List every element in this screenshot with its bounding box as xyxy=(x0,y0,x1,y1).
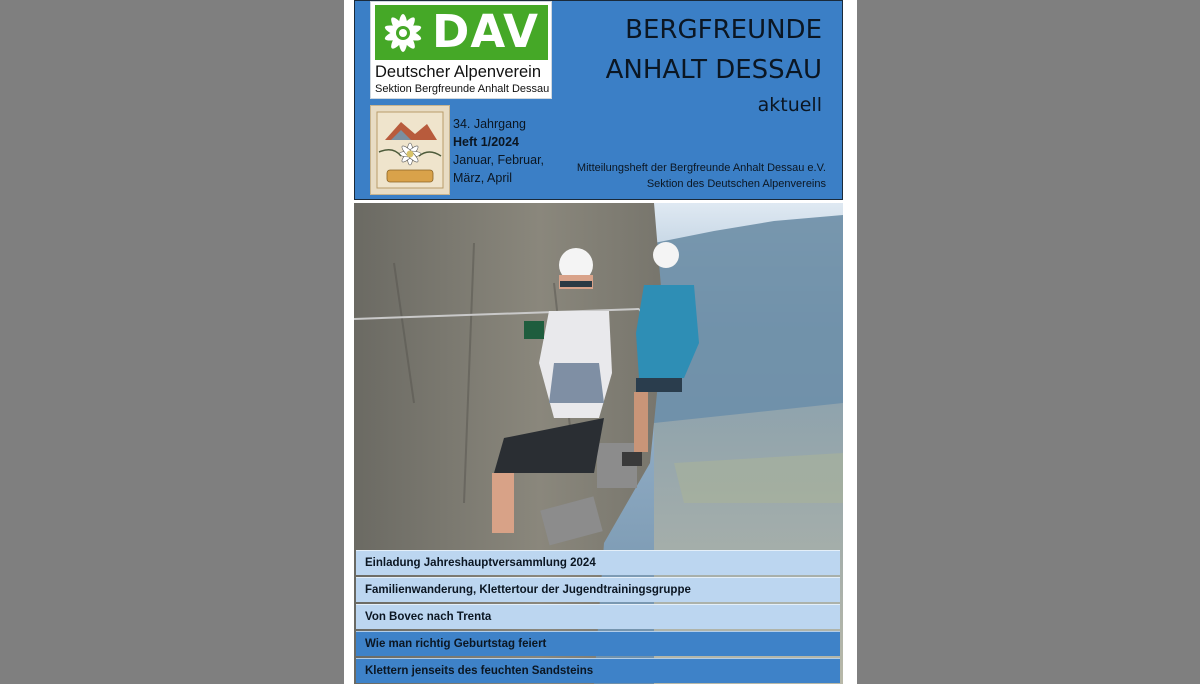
issue-months-line-1: Januar, Februar, xyxy=(453,153,545,167)
issue-months-line-2: März, April xyxy=(453,171,513,185)
club-section: Sektion Bergfreunde Anhalt Dessau xyxy=(375,83,550,95)
issue-volume: 34. Jahrgang xyxy=(453,117,526,131)
article-banner-2: Familienwanderung, Klettertour der Jugendtrainingsgruppe xyxy=(356,577,840,602)
article-banners xyxy=(356,550,840,684)
article-banner-1: Einladung Jahreshauptversammlung 2024 xyxy=(356,550,840,575)
article-banner-3: Von Bovec nach Trenta xyxy=(356,604,840,629)
article-banner-4: Wie man richtig Geburtstag feiert xyxy=(356,631,840,656)
club-name: Deutscher Alpenverein xyxy=(375,63,542,81)
subtitle-line-2: Sektion des Deutschen Alpenvereins xyxy=(646,178,826,190)
badge-illustration xyxy=(371,106,449,194)
section-badge-image xyxy=(370,105,450,195)
subtitle-line-1: Mitteilungsheft der Bergfreunde Anhalt Dessau e.V. xyxy=(576,162,826,174)
magazine-cover xyxy=(344,0,857,684)
title-line-3: aktuell xyxy=(757,94,822,116)
article-banner-5: Klettern jenseits des feuchten Sandsteins xyxy=(356,658,840,683)
cover-header xyxy=(354,0,843,200)
edelweiss-icon xyxy=(379,9,427,57)
title-line-2: ANHALT DESSAU xyxy=(605,55,822,85)
issue-number: Heft 1/2024 xyxy=(453,135,520,149)
dav-logo-text: DAV xyxy=(432,5,539,58)
dav-logo xyxy=(370,1,552,99)
title-line-1: BERGFREUNDE xyxy=(625,15,822,45)
issue-info xyxy=(453,115,544,187)
dav-logo-green-box xyxy=(375,5,548,60)
